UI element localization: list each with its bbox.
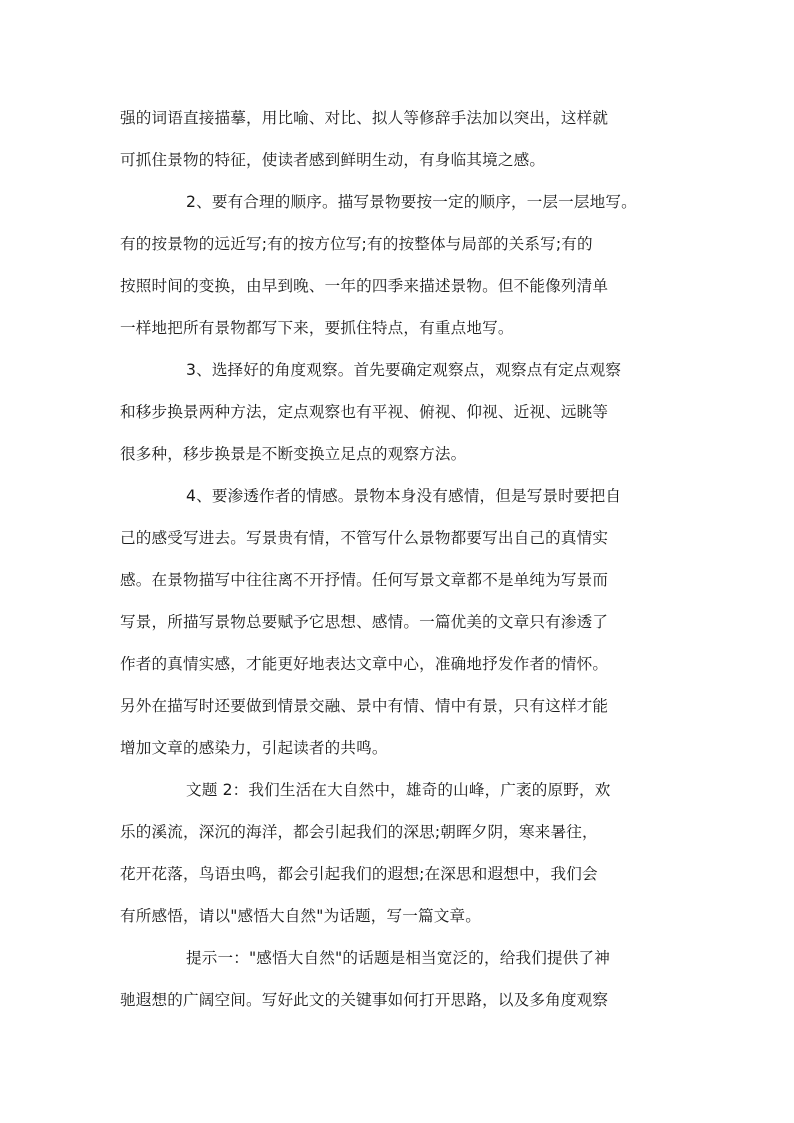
text-line: 强的词语直接描摹，用比喻、对比、拟人等修辞手法加以突出，这样就 xyxy=(120,109,609,127)
text-line: 按照时间的变换，由早到晚、一年的四季来描述景物。但不能像列清单 xyxy=(120,277,609,295)
text-line: 很多种，移步换景是不断变换立足点的观察方法。 xyxy=(120,445,467,463)
text-line: 和移步换景两种方法，定点观察也有平视、俯视、仰视、近视、远眺等 xyxy=(120,403,609,421)
text-line: 作者的真情实感，才能更好地表达文章中心，准确地抒发作者的情怀。 xyxy=(120,655,609,673)
text-line: 感。在景物描写中往往离不开抒情。任何写景文章都不是单纯为写景而 xyxy=(120,571,609,589)
text-line: 有的按景物的远近写;有的按方位写;有的按整体与局部的关系写;有的 xyxy=(120,235,593,253)
text-line: 增加文章的感染力，引起读者的共鸣。 xyxy=(120,739,388,757)
paragraph-start-line: 3、选择好的角度观察。首先要确定观察点，观察点有定点观察 xyxy=(186,361,622,379)
text-line: 有所感悟，请以"感悟大自然"为话题，写一篇文章。 xyxy=(120,907,482,925)
paragraph-start-line: 提示一："感悟大自然"的话题是相当宽泛的，给我们提供了神 xyxy=(186,949,610,967)
text-line: 乐的溪流，深沉的海洋，都会引起我们的深思;朝晖夕阴，寒来暑往， xyxy=(120,823,598,841)
paragraph-start-line: 4、要渗透作者的情感。景物本身没有感情，但是写景时要把自 xyxy=(186,487,622,505)
text-line: 己的感受写进去。写景贵有情，不管写什么景物都要写出自己的真情实 xyxy=(120,529,609,547)
text-line: 另外在描写时还要做到情景交融、景中有情、情中有景，只有这样才能 xyxy=(120,697,609,715)
text-line: 花开花落，鸟语虫鸣，都会引起我们的遐想;在深思和遐想中，我们会 xyxy=(120,865,598,883)
text-line: 一样地把所有景物都写下来，要抓住特点，有重点地写。 xyxy=(120,319,514,337)
text-line: 可抓住景物的特征，使读者感到鲜明生动，有身临其境之感。 xyxy=(120,151,546,169)
paragraph-start-line: 文题 2：我们生活在大自然中，雄奇的山峰，广袤的原野，欢 xyxy=(186,781,611,799)
paragraph-start-line: 2、要有合理的顺序。描写景物要按一定的顺序，一层一层地写。 xyxy=(186,193,637,211)
text-line: 写景，所描写景物总要赋予它思想、感情。一篇优美的文章只有渗透了 xyxy=(120,613,609,631)
text-line: 驰遐想的广阔空间。写好此文的关键事如何打开思路，以及多角度观察 xyxy=(120,991,609,1009)
